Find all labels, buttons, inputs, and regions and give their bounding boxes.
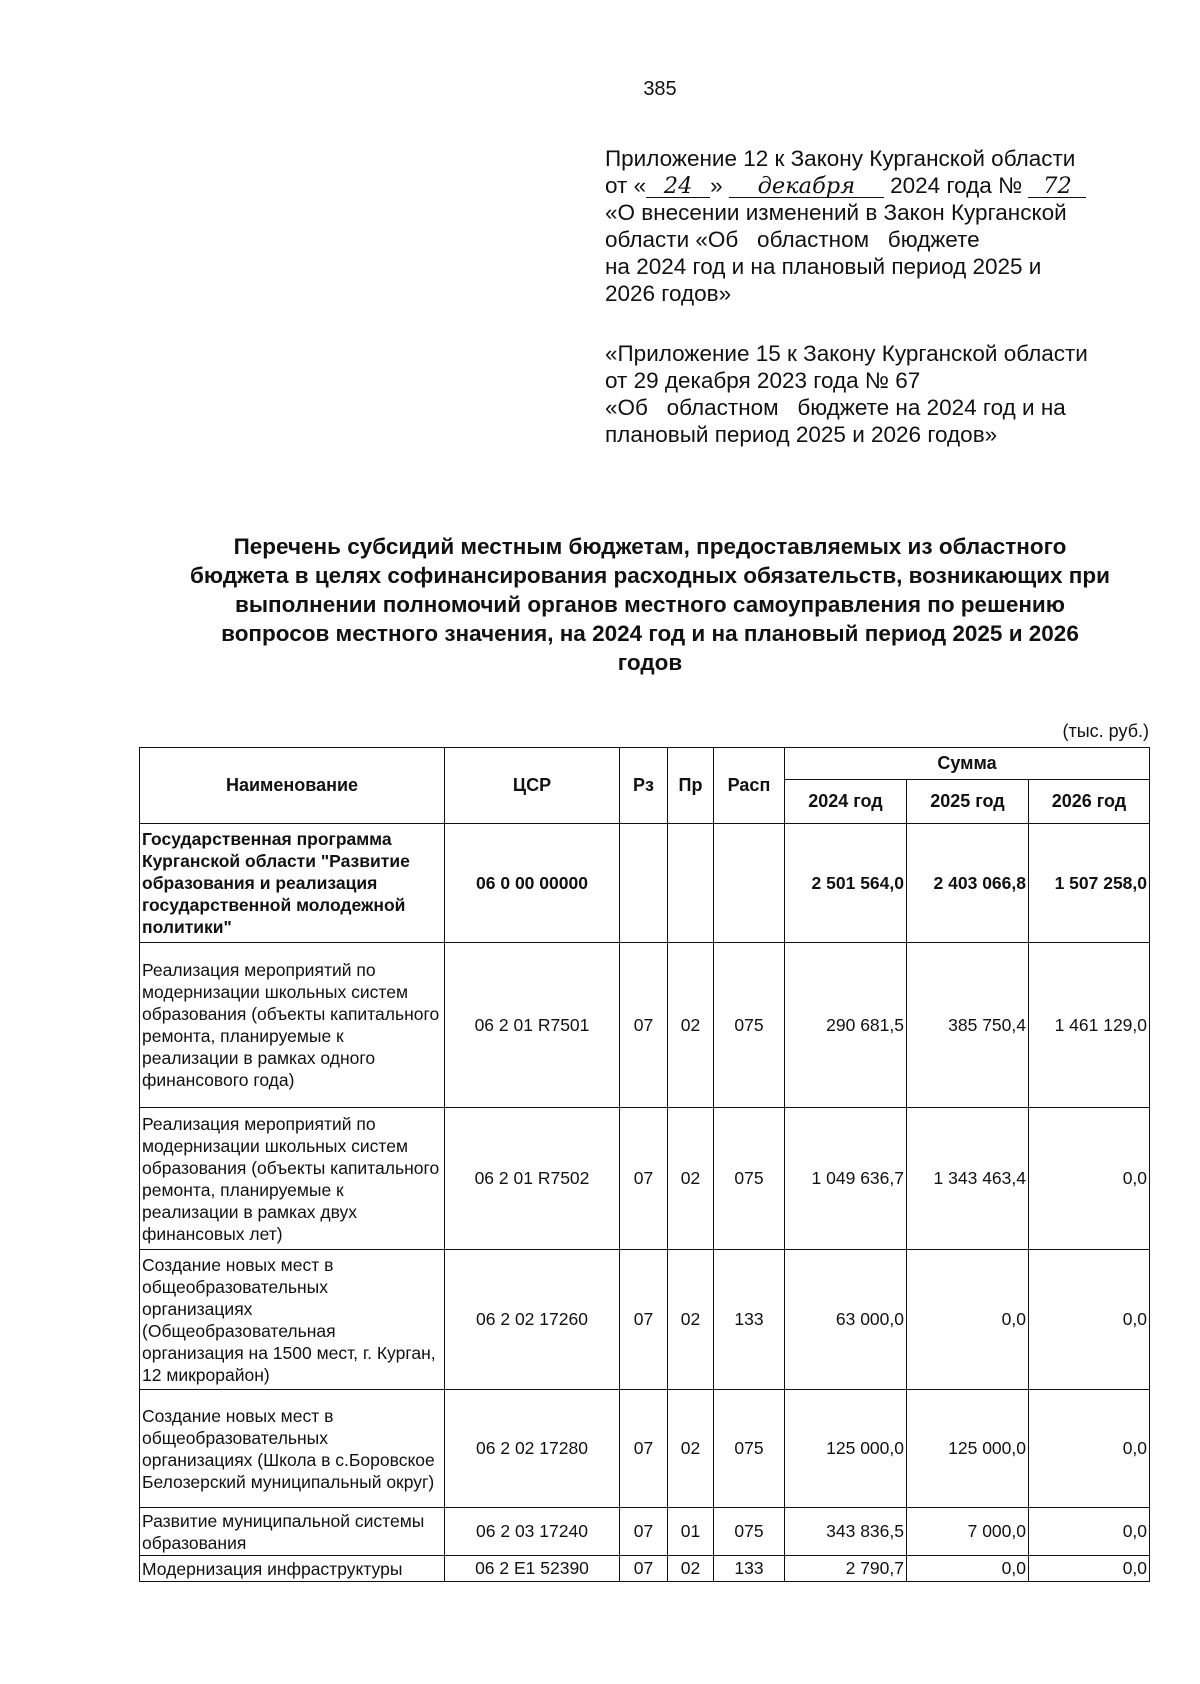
cell-2024: 290 681,5 <box>785 943 907 1108</box>
handwritten-month: декабря <box>729 175 884 198</box>
cell-rz: 07 <box>620 1108 668 1250</box>
handwritten-law-number: 72 <box>1028 175 1086 198</box>
cell-csr: 06 2 E1 52390 <box>445 1556 620 1582</box>
cell-rz: 07 <box>620 1250 668 1390</box>
title-line: вопросов местного значения, на 2024 год и на плановый период 2025 и 2026 <box>221 621 1079 646</box>
table-row <box>140 824 1150 943</box>
cell-pr: 02 <box>668 1250 714 1390</box>
cell-2025: 0,0 <box>907 1250 1029 1390</box>
cell-name: Создание новых мест в общеобразовательных организациях (Школа в с.Боровское Белозерский муниципальный округ) <box>140 1390 445 1508</box>
cell-2025: 7 000,0 <box>907 1508 1029 1556</box>
cell-csr: 06 2 01 R7502 <box>445 1108 620 1250</box>
appendix-line: «Об областном бюджете на 2024 год и на <box>605 395 1066 420</box>
document-title <box>140 532 1160 677</box>
cell-rasp: 075 <box>714 1508 785 1556</box>
cell-2026: 0,0 <box>1029 1556 1150 1582</box>
title-line: годов <box>617 650 683 675</box>
cell-rasp: 075 <box>714 943 785 1108</box>
cell-rasp <box>714 824 785 943</box>
cell-rz: 07 <box>620 1508 668 1556</box>
appendix-line: на 2024 год и на плановый период 2025 и <box>605 254 1042 279</box>
cell-pr: 02 <box>668 943 714 1108</box>
cell-2026: 0,0 <box>1029 1390 1150 1508</box>
table-row <box>140 1390 1150 1508</box>
cell-pr: 02 <box>668 1556 714 1582</box>
title-line: выполнении полномочий органов местного самоуправления по решению <box>235 592 1065 617</box>
table-row <box>140 1108 1150 1250</box>
appendix-current-law <box>605 145 1135 307</box>
cell-2024: 2 790,7 <box>785 1556 907 1582</box>
table-row <box>140 943 1150 1108</box>
header-rz: Рз <box>620 748 668 824</box>
cell-2024: 343 836,5 <box>785 1508 907 1556</box>
header-name: Наименование <box>140 748 445 824</box>
cell-name: Государственная программа Курганской области "Развитие образования и реализация государственной молодежной политики" <box>140 824 445 943</box>
cell-name: Реализация мероприятий по модернизации школьных систем образования (объекты капитального ремонта, планируемые к реализации в рамках одного финансового года) <box>140 943 445 1108</box>
cell-rasp: 075 <box>714 1108 785 1250</box>
cell-csr: 06 0 00 00000 <box>445 824 620 943</box>
cell-pr <box>668 824 714 943</box>
cell-csr: 06 2 03 17240 <box>445 1508 620 1556</box>
title-line: Перечень субсидий местным бюджетам, предоставляемых из областного <box>233 534 1067 559</box>
cell-pr: 01 <box>668 1508 714 1556</box>
appendix-year-text: 2024 года № <box>890 173 1023 198</box>
units-label: (тыс. руб.) <box>1062 721 1149 741</box>
cell-csr: 06 2 02 17280 <box>445 1390 620 1508</box>
cell-2026: 1 507 258,0 <box>1029 824 1150 943</box>
cell-pr: 02 <box>668 1108 714 1250</box>
cell-rz: 07 <box>620 943 668 1108</box>
handwritten-day: 24 <box>646 175 710 198</box>
appendix-from-prefix: от « <box>605 173 647 198</box>
header-2025: 2025 год <box>907 780 1029 824</box>
cell-name: Развитие муниципальной системы образования <box>140 1508 445 1556</box>
table-row <box>140 1250 1150 1390</box>
header-2024: 2024 год <box>785 780 907 824</box>
header-pr: Пр <box>668 748 714 824</box>
cell-2025: 2 403 066,8 <box>907 824 1029 943</box>
header-sum: Сумма <box>785 748 1150 780</box>
subsidies-table <box>139 747 1150 1582</box>
cell-csr: 06 2 01 R7501 <box>445 943 620 1108</box>
cell-2024: 1 049 636,7 <box>785 1108 907 1250</box>
table-row <box>140 1556 1150 1582</box>
cell-2026: 1 461 129,0 <box>1029 943 1150 1108</box>
appendix-line: от 29 декабря 2023 года № 67 <box>605 368 921 393</box>
cell-rz: 07 <box>620 1556 668 1582</box>
cell-2026: 0,0 <box>1029 1250 1150 1390</box>
cell-rasp: 133 <box>714 1556 785 1582</box>
cell-2024: 63 000,0 <box>785 1250 907 1390</box>
cell-name: Создание новых мест в общеобразовательных организациях (Общеобразовательная организация на 1500 мест, г. Курган, 12 микрорайон) <box>140 1250 445 1390</box>
appendix-quote-close: » <box>710 173 723 198</box>
appendix-line: «О внесении изменений в Закон Курганской <box>605 200 1067 225</box>
cell-name: Модернизация инфраструктуры <box>140 1556 445 1582</box>
appendix-line: области «Об областном бюджете <box>605 227 980 252</box>
cell-2026: 0,0 <box>1029 1108 1150 1250</box>
cell-2024: 125 000,0 <box>785 1390 907 1508</box>
header-csr: ЦСР <box>445 748 620 824</box>
appendix-previous-law <box>605 340 1135 448</box>
appendix-line: Приложение 12 к Закону Курганской области <box>605 146 1076 171</box>
cell-2026: 0,0 <box>1029 1508 1150 1556</box>
title-line: бюджета в целях софинансирования расходных обязательств, возникающих при <box>190 563 1110 588</box>
cell-rasp: 075 <box>714 1390 785 1508</box>
page-number: 385 <box>643 78 677 100</box>
cell-2024: 2 501 564,0 <box>785 824 907 943</box>
cell-rz <box>620 824 668 943</box>
header-rasp: Расп <box>714 748 785 824</box>
cell-rz: 07 <box>620 1390 668 1508</box>
appendix-date-line <box>605 172 1135 199</box>
cell-2025: 1 343 463,4 <box>907 1108 1029 1250</box>
cell-csr: 06 2 02 17260 <box>445 1250 620 1390</box>
header-2026: 2026 год <box>1029 780 1150 824</box>
cell-rasp: 133 <box>714 1250 785 1390</box>
cell-name: Реализация мероприятий по модернизации школьных систем образования (объекты капитального ремонта, планируемые к реализации в рамках двух финансовых лет) <box>140 1108 445 1250</box>
cell-pr: 02 <box>668 1390 714 1508</box>
cell-2025: 385 750,4 <box>907 943 1029 1108</box>
appendix-line: «Приложение 15 к Закону Курганской области <box>605 341 1088 366</box>
appendix-line: плановый период 2025 и 2026 годов» <box>605 422 998 447</box>
cell-2025: 125 000,0 <box>907 1390 1029 1508</box>
appendix-line: 2026 годов» <box>605 281 732 306</box>
table-row <box>140 1508 1150 1556</box>
cell-2025: 0,0 <box>907 1556 1029 1582</box>
